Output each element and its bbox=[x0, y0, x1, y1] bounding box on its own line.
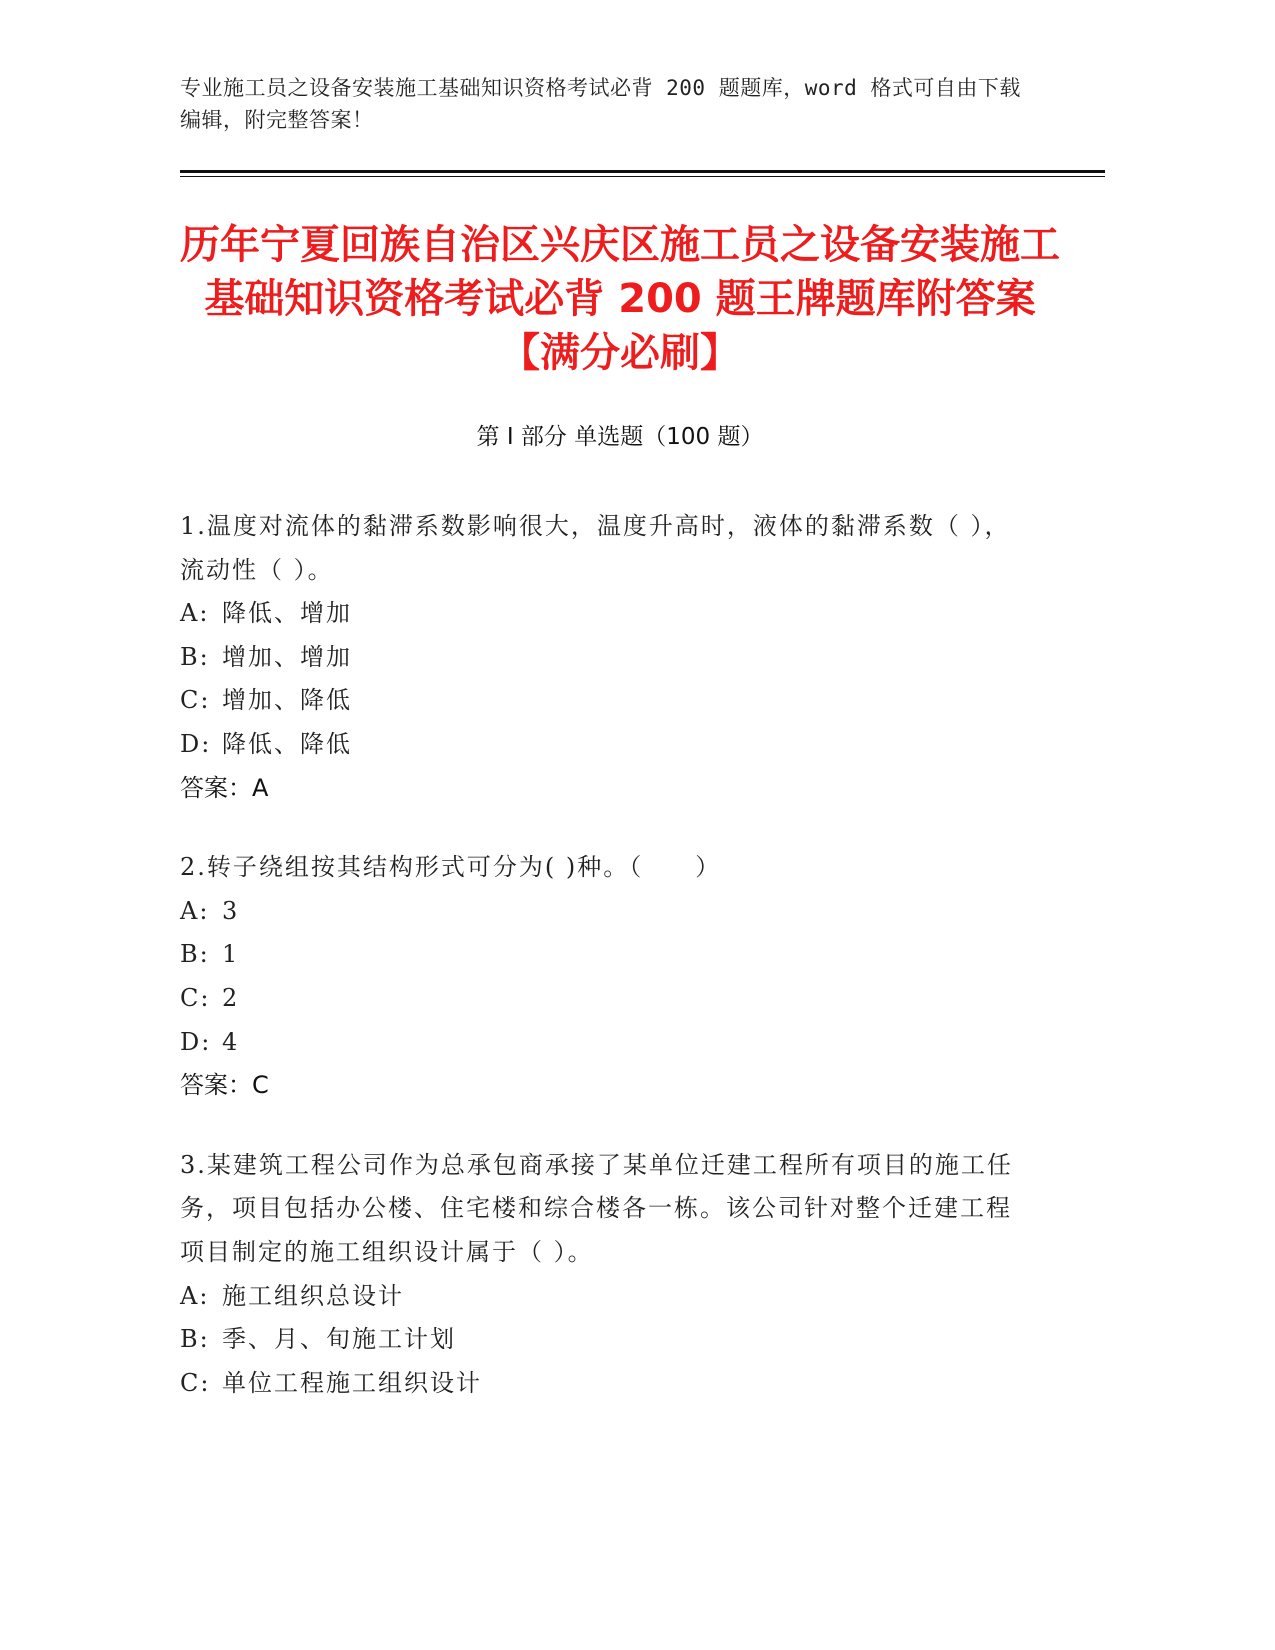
option-c bbox=[180, 1362, 1030, 1406]
document-title: 历年宁夏回族自治区兴庆区施工员之设备安装施工基础知识资格考试必背 200 题王牌题库附答案【满分必刷】 bbox=[180, 222, 1060, 376]
option-text: 单位工程施工组织设计 bbox=[222, 1368, 482, 1397]
question-2 bbox=[180, 846, 1030, 1108]
question-stem: 2.转子绕组按其结构形式可分为( )种。（ ） bbox=[180, 853, 722, 882]
option-key: B: bbox=[180, 1325, 210, 1354]
option-b bbox=[180, 636, 1030, 680]
option-text: 增加、降低 bbox=[222, 686, 352, 715]
option-key: C: bbox=[180, 983, 211, 1012]
option-text: 降低、降低 bbox=[222, 729, 352, 758]
option-text: 4 bbox=[222, 1027, 240, 1056]
option-c bbox=[180, 977, 1030, 1021]
option-text: 施工组织总设计 bbox=[222, 1281, 404, 1310]
section-title: 第 I 部分 单选题（100 题） bbox=[476, 424, 764, 450]
option-b bbox=[180, 933, 1030, 977]
question-1 bbox=[180, 505, 1030, 810]
option-b bbox=[180, 1318, 1030, 1362]
question-stem: 1.温度对流体的黏滞系数影响很大，温度升高时，液体的黏滞系数（ ），流动性（ ）。 bbox=[180, 512, 1011, 584]
option-d bbox=[180, 1021, 1030, 1065]
option-key: C: bbox=[180, 686, 211, 715]
option-a bbox=[180, 592, 1030, 636]
option-key: D: bbox=[180, 1027, 212, 1056]
option-text: 3 bbox=[222, 896, 240, 925]
option-text: 增加、增加 bbox=[222, 642, 352, 671]
question-stem: 3.某建筑工程公司作为总承包商承接了某单位迁建工程所有项目的施工任务，项目包括办公楼、住宅楼和综合楼各一栋。该公司针对整个迁建工程项目制定的施工组织设计属于（ ）。 bbox=[180, 1150, 1013, 1266]
question-3 bbox=[180, 1144, 1030, 1406]
answer-line: 答案：A bbox=[180, 773, 269, 802]
question-list bbox=[180, 505, 1030, 1441]
option-text: 2 bbox=[222, 983, 240, 1012]
option-key: D: bbox=[180, 729, 212, 758]
option-text: 季、月、旬施工计划 bbox=[222, 1325, 456, 1354]
answer-line: 答案：C bbox=[180, 1071, 269, 1100]
header-note: 专业施工员之设备安装施工基础知识资格考试必背 200 题题库，word 格式可自由下载编辑，附完整答案！ bbox=[180, 76, 1021, 132]
option-a bbox=[180, 1275, 1030, 1319]
option-c bbox=[180, 679, 1030, 723]
option-a bbox=[180, 890, 1030, 934]
option-d bbox=[180, 723, 1030, 767]
option-key: B: bbox=[180, 642, 210, 671]
option-key: A: bbox=[180, 896, 210, 925]
option-key: B: bbox=[180, 940, 210, 969]
option-key: C: bbox=[180, 1368, 211, 1397]
option-text: 降低、增加 bbox=[222, 599, 352, 628]
header-rule-thick bbox=[180, 170, 1105, 173]
option-key: A: bbox=[180, 1281, 210, 1310]
option-text: 1 bbox=[222, 940, 240, 969]
header-rule-thin bbox=[180, 176, 1105, 177]
option-key: A: bbox=[180, 599, 210, 628]
